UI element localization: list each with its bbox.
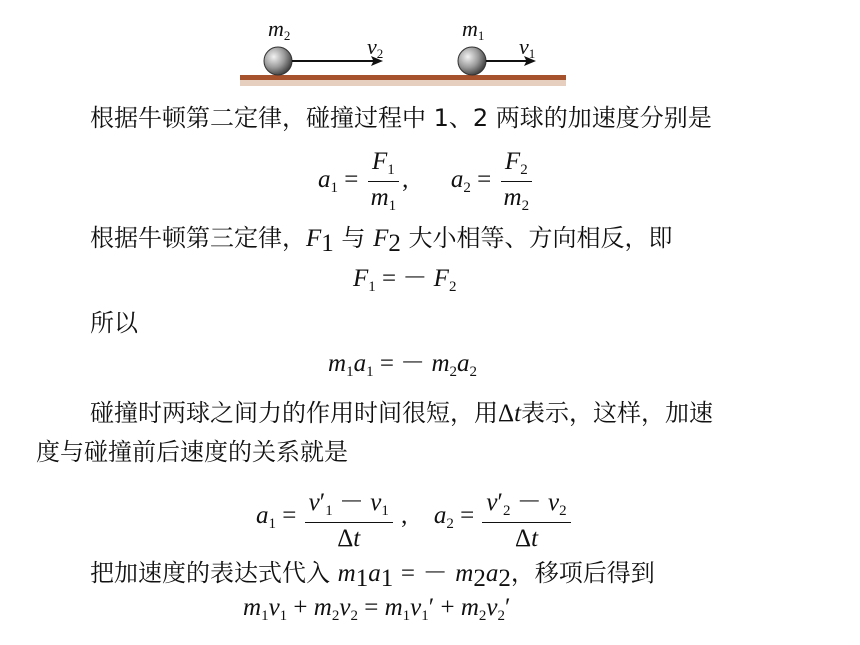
ground-surface <box>240 75 566 80</box>
fraction-f2-m2: $\frac{F_2}{m_2}$ <box>500 148 534 215</box>
ball-1-mass-label: $m_1$ <box>462 16 485 43</box>
ball-1 <box>458 47 486 75</box>
paragraph-therefore: 所以 <box>90 309 138 337</box>
ground-shadow <box>240 80 566 86</box>
fraction-delta-v2: $\frac{v'_2 - v_2}{\Delta t}$ <box>482 482 570 553</box>
fraction-delta-v1: $\frac{v'_1 - v_1}{\Delta t}$ <box>305 482 393 553</box>
equation-accelerations: $a_1$ = $\frac{F_1}{m_1}$ , $a_2$ = $\frac{F_2}{m_2}$ <box>318 148 535 215</box>
paragraph-newton-second-law: 根据牛顿第二定律，碰撞过程中 1、2 两球的加速度分别是 <box>90 104 712 132</box>
ball-2-velocity-label: $v_2$ <box>367 34 384 61</box>
paragraph-substitute: 把加速度的表达式代入 $m_1a_1$ = － $m_2a_2$，移项后得到 <box>90 559 655 592</box>
equation-acceleration-velocity: $a_1$ = $\frac{v'_1 - v_1}{\Delta t}$ , $a_2$ = $\frac{v'_2 - v_2}{\Delta t}$ <box>256 482 573 553</box>
ball-1-velocity-label: $v_1$ <box>519 34 536 61</box>
equation-mass-acceleration: $m_1a_1$ = － $m_2a_2$ <box>328 350 477 380</box>
paragraph-collision-time: 碰撞时两球之间力的作用时间很短，用Δt表示，这样，加速 <box>90 399 714 427</box>
equation-force-pair: $F_1$ = － $F_2$ <box>353 265 457 295</box>
paragraph-collision-time-continued: 度与碰撞前后速度的关系就是 <box>36 438 348 466</box>
equation-momentum-conservation: $m_1v_1 + m_2v_2 = m_1v_1' + m_2v_2'$ <box>243 594 511 624</box>
paragraph-newton-third-law: 根据牛顿第三定律，$F_1$ 与 $F_2$ 大小相等、方向相反，即 <box>90 224 673 257</box>
ball-2 <box>264 47 292 75</box>
ball-2-mass-label: $m_2$ <box>268 16 291 43</box>
fraction-f1-m1: $\frac{F_1}{m_1}$ <box>367 148 401 215</box>
